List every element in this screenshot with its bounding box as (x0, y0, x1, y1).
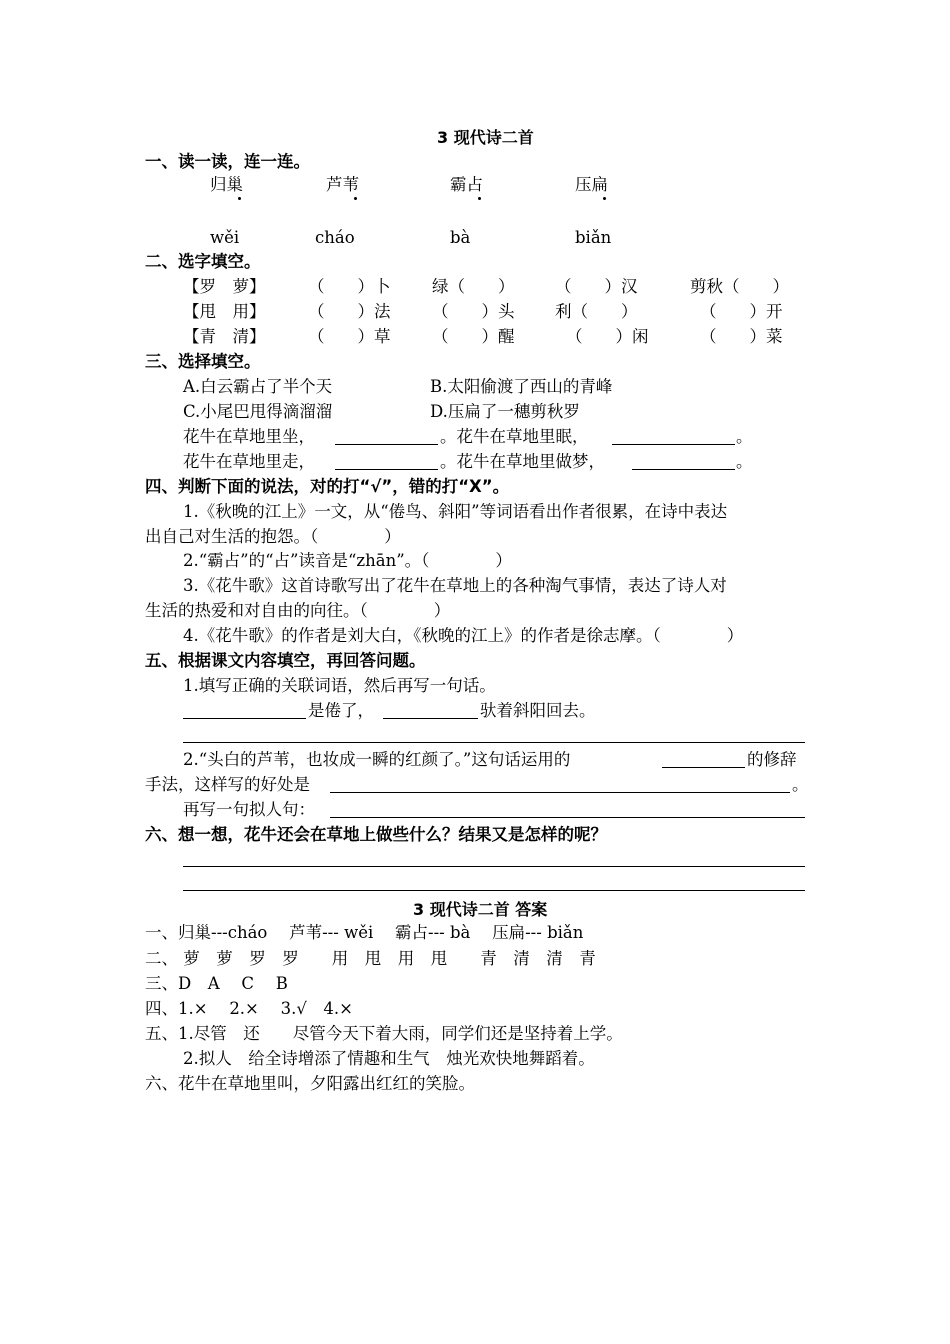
blank-line[interactable] (335, 469, 438, 470)
fill-q2-cont: 手法，这样写的好处是 (145, 775, 310, 794)
row3-item: （ ）闲 (566, 327, 649, 346)
judge-q2: 2.“霸占”的“占”读音是“zhān”。（ ） (183, 551, 512, 570)
answer-line-6: 2.拟人 给全诗增添了情趣和生气 烛光欢快地舞蹈着。 (183, 1049, 595, 1068)
blank-line[interactable] (335, 444, 438, 445)
row2-item: 利（ ） (555, 302, 638, 321)
option-b: B.太阳偷渡了西山的青峰 (430, 377, 613, 396)
answers-title: 3 现代诗二首 答案 (413, 900, 548, 919)
answer-line-5: 五、1.尽管 还 尽管今天下着大雨，同学们还是坚持着上学。 (145, 1024, 623, 1043)
blank-line[interactable] (183, 718, 306, 719)
row3-group: 【青 清】 (183, 327, 266, 346)
answer-line[interactable] (183, 866, 805, 867)
answer-line-7: 六、花牛在草地里叫，夕阳露出红红的笑脸。 (145, 1074, 475, 1093)
fill-q2: 2.“头白的芦苇，也妆成一瞬的红颜了。”这句话运用的 (183, 750, 571, 769)
word-1: 归巢 (210, 175, 243, 194)
row3-item: （ ）菜 (700, 327, 783, 346)
emphasis-dot (238, 197, 241, 200)
fill-1-end: 。 (736, 427, 753, 446)
row1-item: （ ）汉 (555, 277, 638, 296)
row1-item: （ ）卜 (308, 277, 391, 296)
answer-line[interactable] (183, 742, 805, 743)
section-2-heading: 二、选字填空。 (145, 252, 261, 271)
word-2: 芦苇 (326, 175, 359, 194)
fill-q1: 1.填写正确的关联词语，然后再写一句话。 (183, 676, 496, 695)
blank-line[interactable] (632, 469, 735, 470)
blank-line[interactable] (662, 767, 745, 768)
answer-line[interactable] (183, 890, 805, 891)
section-4-heading: 四、判断下面的说法，对的打“√”，错的打“X”。 (145, 477, 510, 496)
fill-q1-end: 驮着斜阳回去。 (480, 701, 596, 720)
answer-line-3: 三、D A C B (145, 974, 288, 993)
row3-item: （ ）醒 (432, 327, 515, 346)
answer-line[interactable] (330, 817, 805, 818)
option-d: D.压扁了一穗剪秋罗 (430, 402, 580, 421)
judge-q1-cont: 出自己对生活的抱怨。（ ） (145, 527, 401, 546)
section-6-heading: 六、想一想，花牛还会在草地上做些什么？结果又是怎样的呢？ (145, 825, 607, 844)
pinyin-1: wěi (210, 228, 240, 247)
section-1-heading: 一、读一读，连一连。 (145, 152, 310, 171)
fill-q1-mid: 是倦了， (308, 701, 374, 720)
emphasis-dot (603, 197, 606, 200)
judge-q1: 1.《秋晚的江上》一文，从“倦鸟、斜阳”等词语看出作者很累，在诗中表达 (183, 502, 728, 521)
blank-line[interactable] (383, 718, 478, 719)
pinyin-2: cháo (315, 228, 355, 247)
row2-item: （ ）头 (432, 302, 515, 321)
pinyin-3: bà (450, 228, 471, 247)
page-title: 3 现代诗二首 (437, 128, 534, 147)
row2-group: 【甩 用】 (183, 302, 266, 321)
fill-1-text: 。花牛在草地里眠， (440, 427, 589, 446)
row1-group: 【罗 萝】 (183, 277, 266, 296)
judge-q4: 4.《花牛歌》的作者是刘大白，《秋晚的江上》的作者是徐志摩。（ ） (183, 626, 744, 645)
fill-q2-end: 的修辞 (747, 750, 797, 769)
row3-item: （ ）草 (308, 327, 391, 346)
blank-line[interactable] (612, 444, 735, 445)
row1-item: 剪秋（ ） (690, 277, 789, 296)
option-a: A.白云霸占了半个天 (183, 377, 333, 396)
blank-line[interactable] (330, 792, 790, 793)
word-4: 压扁 (575, 175, 608, 194)
section-5-heading: 五、根据课文内容填空，再回答问题。 (145, 651, 426, 670)
section-3-heading: 三、选择填空。 (145, 352, 261, 371)
answer-line-1: 一、归巢---cháo 芦苇--- wěi 霸占--- bà 压扁--- biǎn (145, 923, 584, 942)
row2-item: （ ）开 (700, 302, 783, 321)
row2-item: （ ）法 (308, 302, 391, 321)
fill-q3: 再写一句拟人句： (183, 800, 315, 819)
emphasis-dot (478, 197, 481, 200)
answer-line-4: 四、1.× 2.× 3.√ 4.× (145, 999, 353, 1018)
emphasis-dot (354, 197, 357, 200)
fill-2-end: 。 (736, 452, 753, 471)
fill-2-text: 。花牛在草地里做梦， (440, 452, 605, 471)
fill-1-text: 花牛在草地里坐， (183, 427, 315, 446)
fill-2-text: 花牛在草地里走， (183, 452, 315, 471)
pinyin-4: biǎn (575, 228, 612, 247)
answer-line-2: 二、 萝 萝 罗 罗 用 甩 用 甩 青 清 清 青 (145, 949, 596, 968)
judge-q3-cont: 生活的热爱和对自由的向往。（ ） (145, 601, 451, 620)
judge-q3: 3.《花牛歌》这首诗歌写出了花牛在草地上的各种淘气事情，表达了诗人对 (183, 576, 727, 595)
row1-item: 绿（ ） (432, 277, 515, 296)
fill-q2-period: 。 (792, 775, 809, 794)
word-3: 霸占 (450, 175, 483, 194)
option-c: C.小尾巴甩得滴溜溜 (183, 402, 333, 421)
